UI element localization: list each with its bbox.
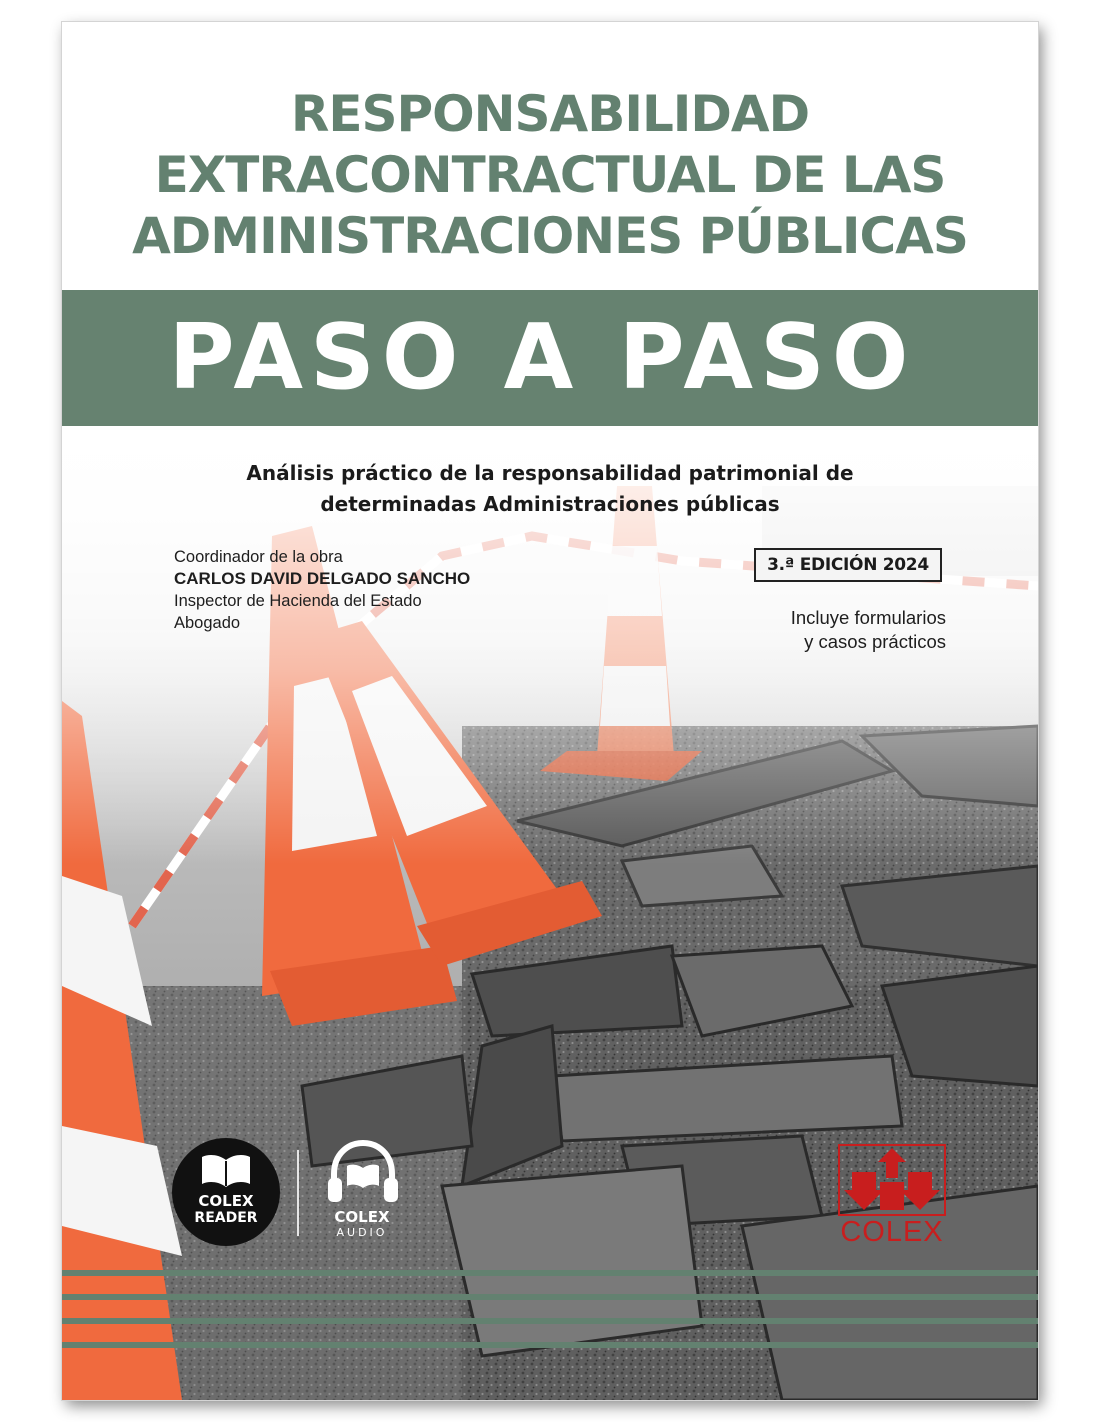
bottom-stripe-1 (62, 1270, 1038, 1276)
author-profession: Abogado (174, 614, 241, 632)
headphones-icon (326, 1138, 400, 1208)
coordinator-block (174, 546, 470, 634)
book-cover (62, 22, 1038, 1400)
colex-audio-badge (324, 1138, 404, 1248)
subtitle-line-1: Análisis práctico de la responsabilidad patrimonial de (246, 461, 854, 485)
colex-arrows-icon (838, 1144, 946, 1216)
badge-divider (297, 1150, 299, 1236)
audio-label-1: COLEX (334, 1208, 390, 1226)
series-band (62, 290, 1038, 426)
series-name: PASO A PASO (168, 305, 916, 410)
book-icon (198, 1152, 254, 1190)
includes-line-2: y casos prácticos (804, 631, 946, 652)
bottom-stripe-3 (62, 1318, 1038, 1324)
author-role: Inspector de Hacienda del Estado (174, 592, 422, 610)
title-line-2: EXTRACONTRACTUAL DE LAS (154, 146, 946, 204)
title-line-3: ADMINISTRACIONES PÚBLICAS (132, 207, 968, 265)
includes-line-1: Incluye formularios (790, 607, 946, 628)
reader-label-2: READER (194, 1210, 258, 1226)
author-name: CARLOS DAVID DELGADO SANCHO (174, 569, 471, 588)
coordinator-label: Coordinador de la obra (174, 548, 343, 566)
subtitle (62, 458, 1038, 520)
edition-badge: 3.ª EDICIÓN 2024 (754, 548, 942, 582)
reader-label-1: COLEX (198, 1192, 254, 1210)
includes-note (722, 606, 946, 654)
colex-publisher-logo (838, 1144, 946, 1246)
bottom-stripe-4 (62, 1342, 1038, 1348)
audio-label-2: AUDIO (336, 1226, 388, 1239)
subtitle-line-2: determinadas Administraciones públicas (320, 492, 780, 516)
publisher-name: COLEX (840, 1216, 944, 1248)
colex-reader-badge (172, 1138, 280, 1246)
bottom-stripe-2 (62, 1294, 1038, 1300)
title-line-1: RESPONSABILIDAD (290, 85, 810, 143)
book-title (62, 84, 1038, 267)
